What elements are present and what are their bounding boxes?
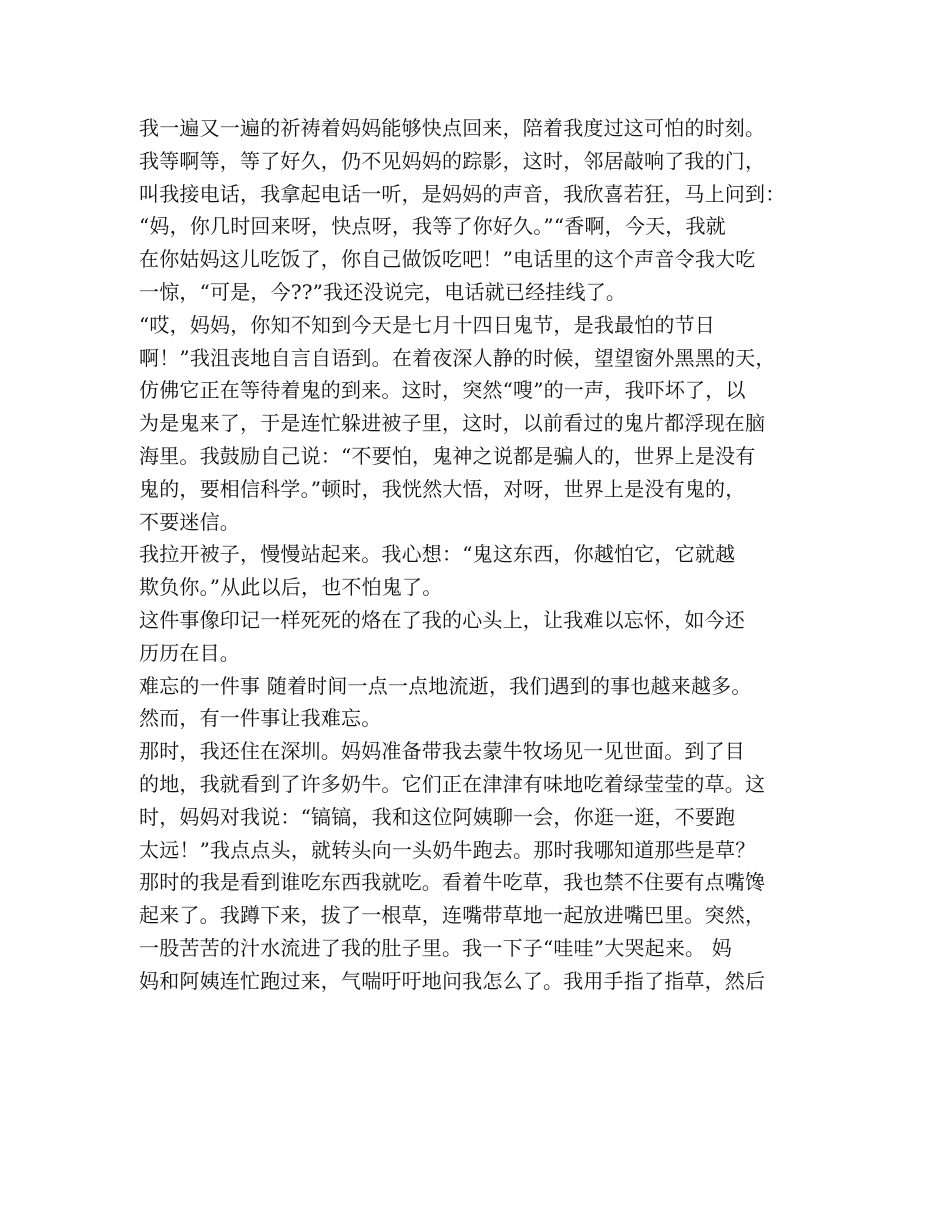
text-line: 时，妈妈对我说：“镐镐，我和这位阿姨聊一会，你逛一逛，不要跑 xyxy=(139,804,736,829)
text-line: 为是鬼来了，于是连忙躲进被子里，这时，以前看过的鬼片都浮现在脑 xyxy=(139,411,766,436)
text-line: 妈和阿姨连忙跑过来，气喘吁吁地问我怎么了。我用手指了指草，然后 xyxy=(139,968,766,993)
text-line: 那时的我是看到谁吃东西我就吃。看着牛吃草，我也禁不住要有点嘴馋 xyxy=(139,870,766,895)
text-line: 我一遍又一遍的祈祷着妈妈能够快点回来，陪着我度过这可怕的时刻。 xyxy=(139,116,766,140)
text-line: 太远！”我点点头，就转头向一头奶牛跑去。那时我哪知道那些是草？ xyxy=(139,837,756,862)
text-line: 海里。我鼓励自己说：“不要怕，鬼神之说都是骗人的，世界上是没有 xyxy=(139,443,756,468)
text-line: 仿佛它正在等待着鬼的到来。这时，突然“嗖”的一声，我吓坏了，以 xyxy=(139,378,746,403)
text-line: 难忘的一件事 随着时间一点一点地流逝，我们遇到的事也越来越多。 xyxy=(139,673,752,698)
text-line: 这件事像印记一样死死的烙在了我的心头上，让我难以忘怀，如今还 xyxy=(139,607,745,632)
text-line: 起来了。我蹲下来，拔了一根草，连嘴带草地一起放进嘴巴里。突然， xyxy=(139,903,766,928)
body-text xyxy=(139,112,819,998)
text-line: “哎，妈妈，你知不知到今天是七月十四日鬼节，是我最怕的节日 xyxy=(139,312,716,337)
text-line: 叫我接电话，我拿起电话一听，是妈妈的声音，我欣喜若狂，马上问到： xyxy=(139,181,786,206)
text-line: 的地，我就看到了许多奶牛。它们正在津津有味地吃着绿莹莹的草。这 xyxy=(139,771,766,796)
text-line: 那时，我还住在深圳。妈妈准备带我去蒙牛牧场见一见世面。到了目 xyxy=(139,739,745,764)
text-line: 一惊，“可是，今??”我还没说完，电话就已经挂线了。 xyxy=(139,279,627,304)
text-line: 欺负你。”从此以后，也不怕鬼了。 xyxy=(139,575,443,600)
text-line: 啊！”我沮丧地自言自语到。在着夜深人静的时候，望望窗外黑黑的天， xyxy=(139,345,776,370)
text-line: 一股苦苦的汁水流进了我的肚子里。我一下子“哇哇”大哭起来。 妈 xyxy=(139,935,733,960)
text-line: 我等啊等，等了好久，仍不见妈妈的踪影，这时，邻居敲响了我的门， xyxy=(139,148,766,173)
text-line: 鬼的，要相信科学。”顿时，我恍然大悟，对呀，世界上是没有鬼的， xyxy=(139,476,746,501)
text-line: 不要迷信。 xyxy=(139,509,240,534)
text-line: 我拉开被子，慢慢站起来。我心想：“鬼这东西，你越怕它，它就越 xyxy=(139,542,736,567)
text-line: 历历在目。 xyxy=(139,640,240,665)
text-line: “妈，你几时回来呀，快点呀，我等了你好久。”“香啊，今天，我就 xyxy=(139,214,726,239)
text-line: 在你姑妈这儿吃饭了，你自己做饭吃吧！”电话里的这个声音令我大吃 xyxy=(139,247,756,272)
text-line: 然而，有一件事让我难忘。 xyxy=(139,706,382,731)
